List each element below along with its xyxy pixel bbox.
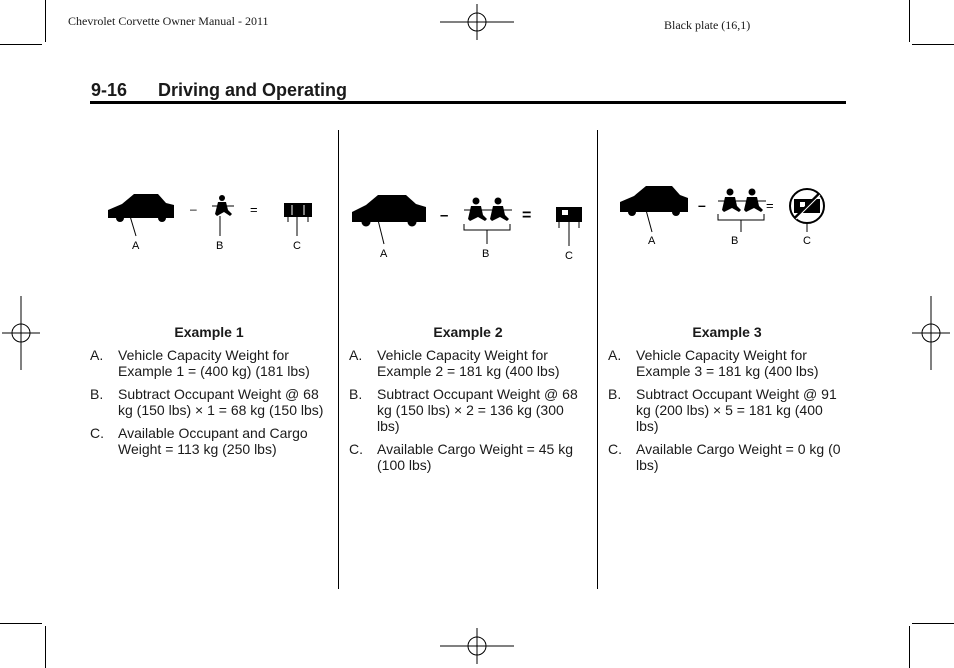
list-item-text: Vehicle Capacity Weight for Example 2 = 181 kg (400 lbs)	[377, 347, 560, 379]
crop-mark	[0, 44, 42, 45]
list-item	[608, 441, 846, 473]
list-marker: B.	[608, 386, 622, 402]
column-divider	[338, 130, 339, 589]
figure-label-a: A	[380, 248, 388, 260]
list-item	[349, 441, 587, 473]
car-icon	[108, 194, 174, 236]
list-item-text: Vehicle Capacity Weight for Example 1 = (400 kg) (181 lbs)	[118, 347, 310, 379]
minus-sign: –	[440, 207, 449, 224]
example-3-figure	[616, 182, 836, 252]
list-marker: B.	[349, 386, 363, 402]
list-item-text: Available Cargo Weight = 0 kg (0 lbs)	[636, 441, 841, 473]
crop-mark	[909, 626, 910, 668]
list-marker: C.	[349, 441, 363, 457]
equals-sign: =	[250, 202, 258, 217]
crop-mark	[912, 44, 954, 45]
list-item	[608, 386, 846, 434]
list-item-text: Subtract Occupant Weight @ 68 kg (150 lbs) × 1 = 68 kg (150 lbs)	[118, 386, 324, 418]
crop-mark	[0, 623, 42, 624]
list-item	[349, 347, 587, 379]
crop-mark	[45, 626, 46, 668]
example-1-figure	[100, 188, 330, 258]
list-marker: B.	[90, 386, 104, 402]
manual-title: Chevrolet Corvette Owner Manual - 2011	[68, 14, 269, 28]
seated-person-icon	[742, 189, 766, 213]
list-marker: C.	[90, 425, 104, 441]
figure-label-b: B	[216, 240, 224, 252]
cargo-box-icon	[284, 203, 312, 236]
plate-label: Black plate (16,1)	[664, 18, 751, 32]
list-item-text: Available Occupant and Cargo Weight = 113 kg (250 lbs)	[118, 425, 308, 457]
figure-label-a: A	[648, 235, 656, 247]
list-marker: A.	[90, 347, 104, 363]
figure-label-c: C	[293, 240, 301, 252]
seated-person-icon	[464, 198, 488, 222]
occupant-bracket	[464, 224, 510, 244]
example-2-figure	[346, 188, 592, 268]
list-item	[608, 347, 846, 379]
registration-mark-icon	[2, 296, 40, 370]
list-marker: A.	[349, 347, 363, 363]
list-item	[90, 347, 328, 379]
example-2-list	[349, 347, 587, 480]
crop-mark	[45, 0, 46, 42]
example-1-title: Example 1	[174, 324, 244, 340]
example-2-title: Example 2	[433, 324, 503, 340]
figure-label-c: C	[565, 250, 573, 262]
list-marker: C.	[608, 441, 622, 457]
list-item	[90, 386, 328, 418]
figure-label-c: C	[803, 235, 811, 247]
list-item	[90, 425, 328, 457]
registration-mark-icon	[440, 628, 514, 664]
figure-label-b: B	[482, 248, 490, 260]
minus-sign: –	[698, 197, 706, 213]
example-3-title: Example 3	[692, 324, 762, 340]
crop-mark	[912, 623, 954, 624]
minus-sign: –	[190, 202, 197, 216]
list-item-text: Vehicle Capacity Weight for Example 3 = 181 kg (400 lbs)	[636, 347, 819, 379]
seated-person-icon	[718, 189, 742, 213]
page-number: 9-16	[91, 80, 128, 100]
figure-label-a: A	[132, 240, 140, 252]
list-marker: A.	[608, 347, 622, 363]
seated-person-icon	[212, 195, 234, 236]
figure-label-b: B	[731, 235, 739, 247]
cargo-box-icon	[556, 207, 582, 246]
list-item	[349, 386, 587, 434]
seated-person-icon	[488, 198, 512, 222]
no-cargo-icon	[790, 189, 824, 232]
crop-mark	[909, 0, 910, 42]
car-icon	[620, 186, 688, 232]
section-rule	[90, 101, 846, 104]
occupant-bracket	[718, 214, 764, 232]
list-item-text: Subtract Occupant Weight @ 91 kg (200 lbs) × 5 = 181 kg (400 lbs)	[636, 386, 837, 434]
registration-mark-icon	[912, 296, 950, 370]
list-item-text: Available Cargo Weight = 45 kg (100 lbs)	[377, 441, 573, 473]
car-icon	[352, 195, 426, 244]
column-divider	[597, 130, 598, 589]
list-item-text: Subtract Occupant Weight @ 68 kg (150 lbs) × 2 = 136 kg (300 lbs)	[377, 386, 578, 434]
example-1-list	[90, 347, 328, 464]
section-title: Driving and Operating	[158, 80, 348, 100]
example-3-list	[608, 347, 846, 480]
registration-mark-icon	[440, 4, 514, 40]
equals-sign: =	[766, 198, 774, 213]
equals-sign: =	[522, 207, 532, 224]
